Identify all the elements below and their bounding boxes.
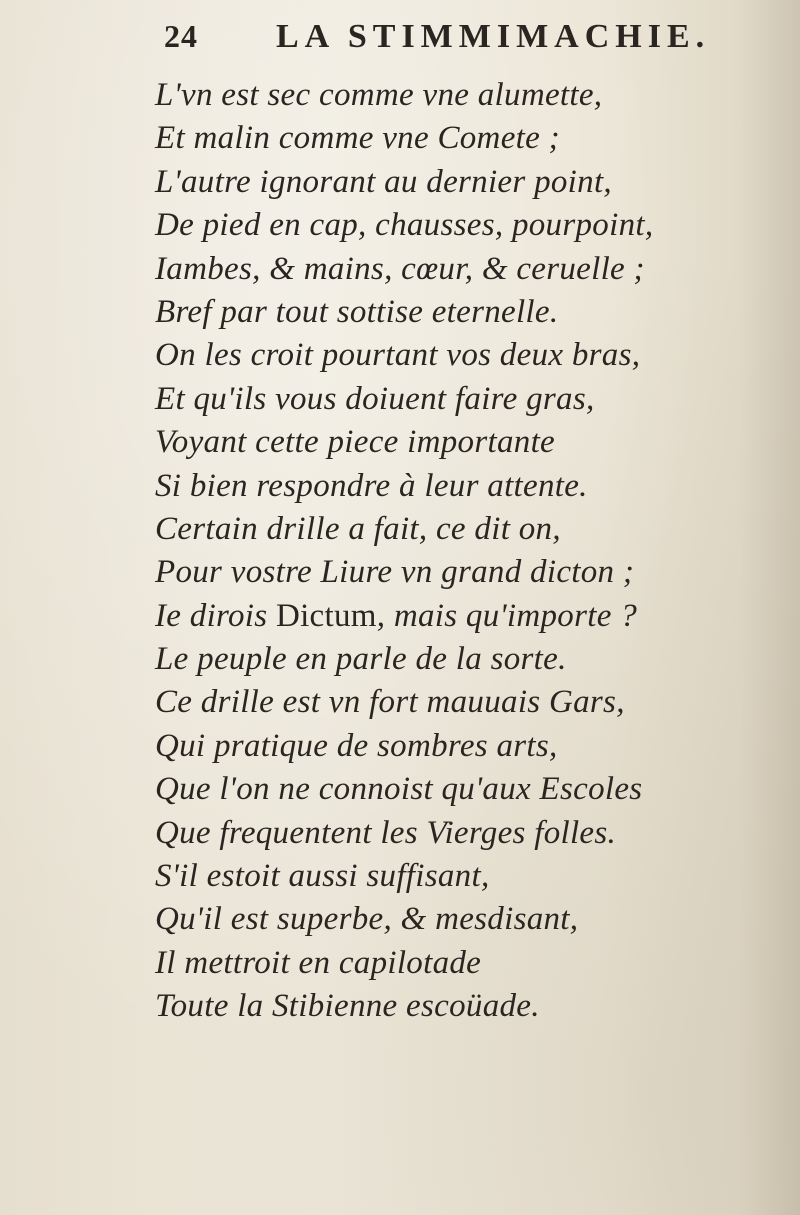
verse-line: Qu'il est superbe, & mesdisant,	[155, 901, 579, 938]
poem-text	[155, 74, 775, 1029]
verse-line: Ce drille est vn fort mauuais Gars,	[155, 684, 625, 721]
verse-line	[155, 595, 775, 638]
verse-line: Bref par tout sottise eternelle.	[155, 293, 559, 330]
running-title: LA STIMMIMACHIE.	[276, 18, 711, 55]
verse-line: Si bien respondre à leur attente.	[155, 467, 588, 504]
verse-line: De pied en cap, chausses, pourpoint,	[155, 207, 654, 244]
verse-line: Pour vostre Liure vn grand dicton ;	[155, 554, 635, 591]
verse-line: Toute la Stibienne escoüade.	[155, 988, 540, 1025]
page-header	[164, 18, 724, 68]
verse-line: On les croit pourtant vos deux bras,	[155, 337, 641, 374]
verse-line: L'autre ignorant au dernier point,	[155, 163, 612, 200]
verse-line: Il mettroit en capilotade	[155, 944, 482, 981]
page-number: 24	[164, 18, 198, 54]
verse-line: Que frequentent les Vierges folles.	[155, 814, 617, 851]
verse-line: Qui pratique de sombres arts,	[155, 727, 558, 764]
verse-line: Voyant cette piece importante	[155, 424, 555, 461]
verse-line: L'vn est sec comme vne alumette,	[155, 77, 603, 113]
verse-line: Et qu'ils vous doiuent faire gras,	[155, 380, 595, 417]
verse-segment: , mais qu'importe ?	[376, 597, 637, 634]
verse-line: Iambes, & mains, cœur, & ceruelle ;	[155, 250, 645, 287]
verse-line: Certain drille a fait, ce dit on,	[155, 510, 561, 547]
verse-line: Le peuple en parle de la sorte.	[155, 641, 567, 678]
verse-segment-roman: Dictum	[275, 597, 377, 634]
verse-line: Et malin comme vne Comete ;	[155, 120, 560, 157]
verse-line: Que l'on ne connoist qu'aux Escoles	[155, 771, 643, 808]
verse-line: S'il estoit aussi suffisant,	[155, 858, 490, 895]
verse-segment: Ie dirois	[155, 597, 276, 634]
